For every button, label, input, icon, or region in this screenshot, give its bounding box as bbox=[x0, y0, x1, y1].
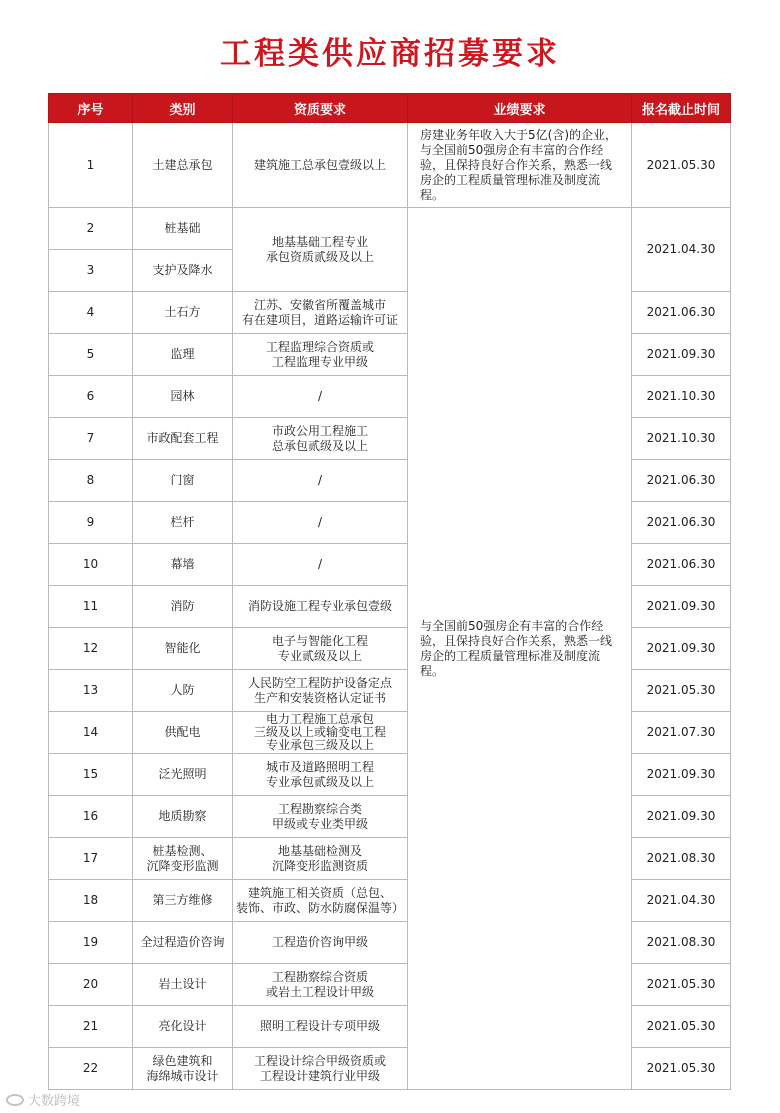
cell-no: 8 bbox=[49, 460, 133, 502]
cell-category: 第三方维修 bbox=[133, 880, 233, 922]
cell-deadline: 2021.05.30 bbox=[632, 123, 731, 208]
cell-no: 13 bbox=[49, 670, 133, 712]
cell-category: 幕墙 bbox=[133, 544, 233, 586]
cell-no: 21 bbox=[49, 1006, 133, 1048]
cell-category: 地质勘察 bbox=[133, 796, 233, 838]
cell-category: 消防 bbox=[133, 586, 233, 628]
cell-category: 亮化设计 bbox=[133, 1006, 233, 1048]
cell-qualification: 地基基础检测及 沉降变形监测资质 bbox=[233, 838, 408, 880]
header-deadline: 报名截止时间 bbox=[632, 94, 731, 123]
cell-deadline: 2021.07.30 bbox=[632, 712, 731, 754]
cell-qualification: 工程造价咨询甲级 bbox=[233, 922, 408, 964]
cell-category: 全过程造价咨询 bbox=[133, 922, 233, 964]
cell-deadline: 2021.05.30 bbox=[632, 1048, 731, 1090]
cell-no: 9 bbox=[49, 502, 133, 544]
cell-deadline: 2021.09.30 bbox=[632, 754, 731, 796]
cell-deadline: 2021.09.30 bbox=[632, 586, 731, 628]
cell-no: 19 bbox=[49, 922, 133, 964]
cell-category: 土石方 bbox=[133, 292, 233, 334]
cell-qualification: / bbox=[233, 544, 408, 586]
cell-qualification: / bbox=[233, 376, 408, 418]
cell-no: 11 bbox=[49, 586, 133, 628]
cell-qualification: / bbox=[233, 460, 408, 502]
cell-performance-shared: 与全国前50强房企有丰富的合作经验，且保持良好合作关系，熟悉一线房企的工程质量管理标准及制度流程。 bbox=[408, 208, 632, 1090]
cell-qualification: 江苏、安徽省所覆盖城市 有在建项目，道路运输许可证 bbox=[233, 292, 408, 334]
cell-qualification: 城市及道路照明工程 专业承包贰级及以上 bbox=[233, 754, 408, 796]
cell-deadline: 2021.06.30 bbox=[632, 502, 731, 544]
cell-deadline: 2021.05.30 bbox=[632, 964, 731, 1006]
watermark bbox=[6, 1090, 80, 1109]
cell-category: 绿色建筑和 海绵城市设计 bbox=[133, 1048, 233, 1090]
cell-deadline: 2021.08.30 bbox=[632, 838, 731, 880]
cell-no: 12 bbox=[49, 628, 133, 670]
cell-qualification: 工程设计综合甲级资质或 工程设计建筑行业甲级 bbox=[233, 1048, 408, 1090]
cell-no: 22 bbox=[49, 1048, 133, 1090]
cell-deadline: 2021.06.30 bbox=[632, 292, 731, 334]
cell-category: 桩基础 bbox=[133, 208, 233, 250]
cell-category: 智能化 bbox=[133, 628, 233, 670]
cell-deadline: 2021.10.30 bbox=[632, 418, 731, 460]
cell-no: 17 bbox=[49, 838, 133, 880]
cell-no: 14 bbox=[49, 712, 133, 754]
cell-category: 人防 bbox=[133, 670, 233, 712]
cell-deadline: 2021.10.30 bbox=[632, 376, 731, 418]
cell-category: 栏杆 bbox=[133, 502, 233, 544]
cell-qualification: 工程监理综合资质或 工程监理专业甲级 bbox=[233, 334, 408, 376]
cell-qualification: 建筑施工总承包壹级以上 bbox=[233, 123, 408, 208]
header-no: 序号 bbox=[49, 94, 133, 123]
cell-no: 3 bbox=[49, 250, 133, 292]
performance-text-first: 房建业务年收入大于5亿(含)的企业，与全国前50强房企有丰富的合作经验，且保持良好合作关系，熟悉一线房企的工程质量管理标准及制度流程。 bbox=[420, 127, 617, 202]
cell-no: 18 bbox=[49, 880, 133, 922]
cell-no: 6 bbox=[49, 376, 133, 418]
cell-category: 监理 bbox=[133, 334, 233, 376]
cell-no: 2 bbox=[49, 208, 133, 250]
cell-category: 园林 bbox=[133, 376, 233, 418]
cell-category: 泛光照明 bbox=[133, 754, 233, 796]
cell-no: 16 bbox=[49, 796, 133, 838]
cell-qualification: 人民防空工程防护设备定点 生产和安装资格认定证书 bbox=[233, 670, 408, 712]
cell-deadline: 2021.08.30 bbox=[632, 922, 731, 964]
cell-no: 1 bbox=[49, 123, 133, 208]
cell-no: 7 bbox=[49, 418, 133, 460]
cell-performance bbox=[408, 123, 632, 208]
cell-category: 支护及降水 bbox=[133, 250, 233, 292]
cell-deadline: 2021.04.30 bbox=[632, 208, 731, 292]
cell-no: 10 bbox=[49, 544, 133, 586]
cell-qualification: 照明工程设计专项甲级 bbox=[233, 1006, 408, 1048]
header-category: 类别 bbox=[133, 94, 233, 123]
cell-no: 4 bbox=[49, 292, 133, 334]
cell-deadline: 2021.05.30 bbox=[632, 670, 731, 712]
cell-deadline: 2021.09.30 bbox=[632, 796, 731, 838]
watermark-text: 大数跨境 bbox=[28, 1094, 81, 1109]
cell-qualification: 建筑施工相关资质（总包、 装饰、市政、防水防腐保温等） bbox=[233, 880, 408, 922]
cell-deadline: 2021.06.30 bbox=[632, 460, 731, 502]
cell-no: 15 bbox=[49, 754, 133, 796]
header-qualification: 资质要求 bbox=[233, 94, 408, 123]
cell-category: 门窗 bbox=[133, 460, 233, 502]
cell-qualification: 消防设施工程专业承包壹级 bbox=[233, 586, 408, 628]
cell-deadline: 2021.09.30 bbox=[632, 334, 731, 376]
cell-no: 20 bbox=[49, 964, 133, 1006]
table-header-row bbox=[49, 94, 731, 123]
header-performance: 业绩要求 bbox=[408, 94, 632, 123]
cell-qualification: 工程勘察综合类 甲级或专业类甲级 bbox=[233, 796, 408, 838]
cell-deadline: 2021.05.30 bbox=[632, 1006, 731, 1048]
cell-qualification: 电子与智能化工程 专业贰级及以上 bbox=[233, 628, 408, 670]
cell-deadline: 2021.04.30 bbox=[632, 880, 731, 922]
cell-qualification: / bbox=[233, 502, 408, 544]
cell-category: 岩土设计 bbox=[133, 964, 233, 1006]
cell-category: 桩基检测、 沉降变形监测 bbox=[133, 838, 233, 880]
watermark-logo-icon bbox=[6, 1094, 24, 1106]
cell-category: 供配电 bbox=[133, 712, 233, 754]
cell-qualification: 地基基础工程专业 承包资质贰级及以上 bbox=[233, 208, 408, 292]
table-row bbox=[49, 123, 731, 208]
page-title: 工程类供应商招募要求 bbox=[220, 36, 560, 72]
cell-no: 5 bbox=[49, 334, 133, 376]
requirements-table bbox=[48, 93, 731, 1090]
cell-deadline: 2021.06.30 bbox=[632, 544, 731, 586]
cell-category: 土建总承包 bbox=[133, 123, 233, 208]
table-row bbox=[49, 208, 731, 250]
cell-deadline: 2021.09.30 bbox=[632, 628, 731, 670]
cell-qualification: 电力工程施工总承包 三级及以上或输变电工程 专业承包三级及以上 bbox=[233, 712, 408, 754]
cell-category: 市政配套工程 bbox=[133, 418, 233, 460]
cell-qualification: 工程勘察综合资质 或岩土工程设计甲级 bbox=[233, 964, 408, 1006]
cell-qualification: 市政公用工程施工 总承包贰级及以上 bbox=[233, 418, 408, 460]
